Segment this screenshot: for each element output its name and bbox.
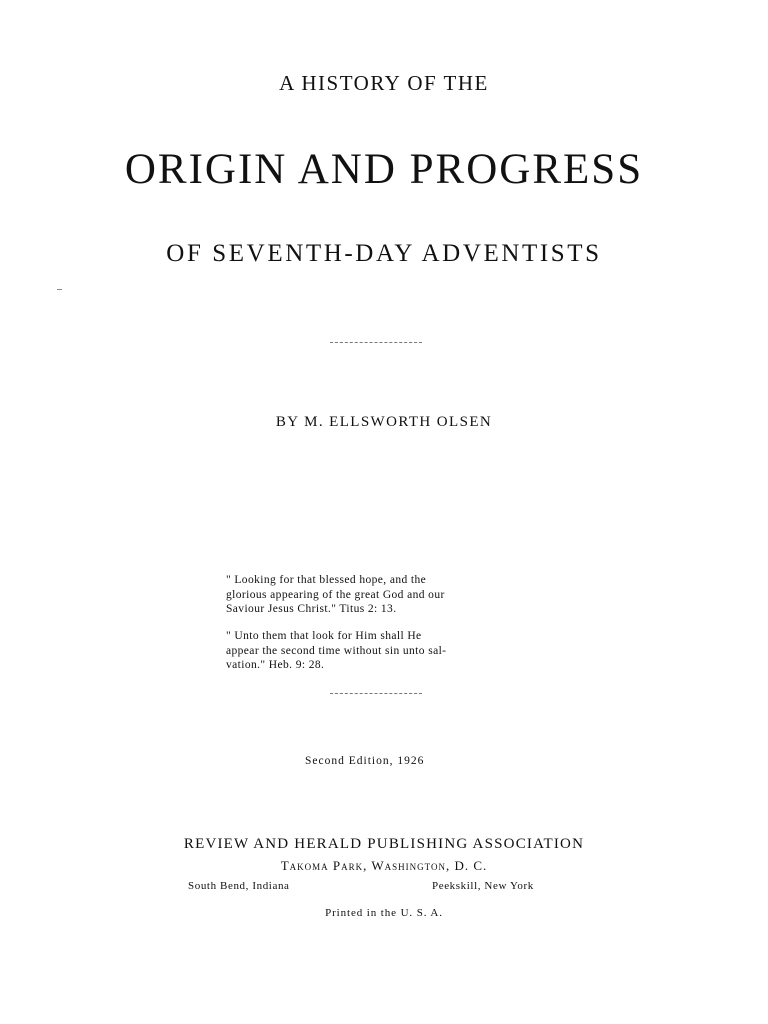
author-line: BY M. ELLSWORTH OLSEN: [275, 414, 493, 430]
epigraph-line: " Looking for that blessed hope, and the: [226, 574, 427, 586]
epigraph-line: glorious appearing of the great God and our: [226, 588, 445, 601]
epigraph-line: " Unto them that look for Him shall He: [226, 630, 422, 642]
epigraph-line: vation." Heb. 9: 28.: [226, 659, 325, 671]
epigraph-titus: [226, 573, 531, 617]
ornamental-rule-bottom: [330, 693, 422, 694]
printed-in-line: Printed in the U. S. A.: [325, 907, 443, 919]
edition-line: Second Edition, 1926: [305, 755, 425, 767]
pre-title: A HISTORY OF THE: [279, 71, 489, 95]
publisher-address: [0, 858, 768, 874]
publisher-name: REVIEW AND HERALD PUBLISHING ASSOCIATION: [183, 836, 585, 852]
branch-city-left: South Bend, Indiana: [188, 880, 290, 892]
ornamental-rule-top: [330, 342, 422, 343]
epigraph-line: Saviour Jesus Christ." Titus 2: 13.: [226, 603, 397, 615]
epigraph-line: appear the second time without sin unto sal-: [226, 644, 447, 657]
book-subtitle: OF SEVENTH-DAY ADVENTISTS: [166, 240, 602, 267]
book-title: ORIGIN AND PROGRESS: [124, 146, 644, 193]
branch-city-right: Peekskill, New York: [432, 880, 534, 892]
address-text: Takoma Park, Washington, D. C.: [280, 858, 488, 873]
scan-speck: [57, 289, 62, 290]
epigraph-hebrews: [226, 629, 531, 673]
